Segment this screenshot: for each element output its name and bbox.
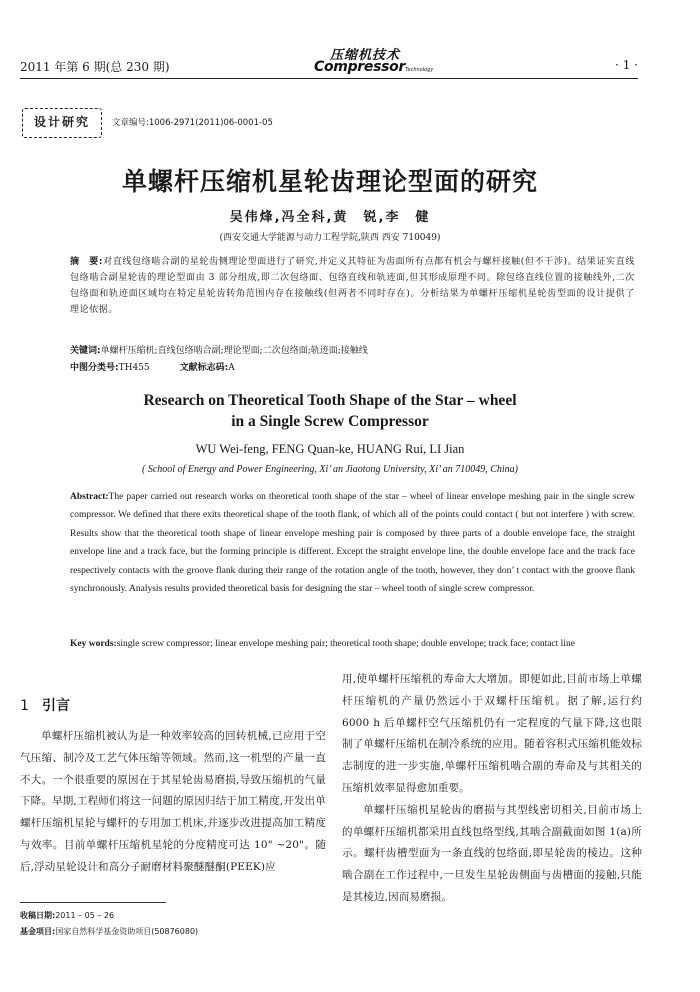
header-divider [20, 78, 638, 79]
body-column-left [20, 694, 326, 879]
clc-label: 中图分类号: [70, 363, 119, 373]
fund-label: 基金项目: [20, 927, 56, 936]
logo-cn: 压缩机技术 [330, 48, 401, 63]
keywords-en-text: single screw compressor; linear envelope meshing pair; theoretical tooth shape; double envelope; track face; contact line [116, 639, 575, 649]
affiliation-english: ( School of Energy and Power Engineering, Xi’ an Jiaotong University, Xi’ an 710049, China) [142, 464, 518, 475]
doc-code-value: A [228, 363, 235, 373]
intro-paragraph-1-cont: 用,使单螺杆压缩机的寿命大大增加。即便如此,目前市场上单螺杆压缩机的产量仍然远小于双螺杆压缩机。据了解,运行约 6000 h 后单螺杆空气压缩机仍有一定程度的气量下降,这也限制了单螺杆压缩机在制冷系统的应用。随着容积式压缩机能效标志制度的进一步实施,单螺杆压缩机啮合副的寿命及与其相关的压缩机效率显得愈加重要。 [342, 673, 642, 794]
article-number: 文章编号:1006-2971(2011)06-0001-05 [112, 118, 273, 128]
logo-en-main: Compressor [314, 59, 406, 75]
title-en-line-2: in a Single Screw Compressor [231, 413, 429, 430]
classification-line [70, 360, 235, 376]
journal-issue: 2011 年第 6 期(总 230 期) [20, 60, 170, 74]
abstract-en-label: Abstract: [70, 492, 109, 502]
footnote-fund [20, 926, 198, 937]
authors-english: WU Wei-feng, FENG Quan-ke, HUANG Rui, LI Jian [195, 442, 465, 456]
keywords-en-label: Key words: [70, 639, 117, 649]
keywords-english [70, 635, 635, 653]
intro-paragraph-1: 单螺杆压缩机被认为是一种效率较高的回转机械,已应用于空气压缩、制冷及工艺气体压缩等领域。然而,这一机型的产量一直不大。一个很重要的原因在于其星轮齿易磨损,导致压缩机的气量下降。早期,工程师们将这一问题的原因归结于加工精度,开发出单螺杆压缩机星轮与螺杆的专用加工机床,并逐步改进提高加工精度与效率。目前单螺杆压缩机星轮的分度精度可达 10" ~20"。随后,浮动星轮设计和高分子耐磨材料聚醚醚酮(PEEK)应 [20, 730, 326, 873]
affiliation-chinese: (西安交通大学能源与动力工程学院,陕西 西安 710049) [219, 233, 441, 243]
doc-code-label: 文献标志码: [179, 363, 229, 373]
abstract-en-text: The paper carried out research works on theoretical tooth shape of the star – wheel of linear envelope meshing pair in the single screw compressor. We defined that there exits theoretical shape of the tooth flank, of which all of the points could contact ( but not interfere ) with screw. Results show that the theoretical tooth shape of linear envelope meshing pair is composed by three parts of a double envelope face, the straight envelope line and a track face, but the forming principle is different. Except the straight envelope line, the double envelope face and the track face respectively contacts with the groove flank during their range of the rotation angle of the tooth, however, they don’ t contact with the groove flank synchronously. Analysis results provided theoretical basis for designing the star – wheel tooth of single screw compressor. [70, 492, 635, 595]
abstract-cn-text: 对直线包络啮合副的星轮齿侧理论型面进行了研究,并定义其特征为齿面所有点都有机会与螺杆接触(但不干涉)。结果证实直线包络啮合副星轮齿的理论型面由 3 部分组成,即二次包络面、包络直线和轨迹面,但其形成原理不同。除包络直线位置的接触线外,二次包络面和轨迹面区域均在特定星轮齿转角范围内存在接触线(但两者不同时存在)。分析结果为单螺杆压缩机星轮齿型面的设计提供了理论依据。 [70, 257, 636, 315]
journal-logo [314, 44, 434, 78]
received-date: 2011 – 05 – 26 [55, 911, 115, 920]
title-en-line-1: Research on Theoretical Tooth Shape of the Star – wheel [143, 392, 517, 409]
section-title: 引言 [42, 698, 70, 714]
section-tag: 设计研究 [22, 108, 102, 138]
fund-text: 国家自然科学基金资助项目(50876080) [55, 927, 199, 936]
keywords-chinese [70, 343, 635, 359]
title-chinese: 单螺杆压缩机星轮齿理论型面的研究 [121, 167, 538, 196]
received-label: 收稿日期: [20, 911, 56, 920]
authors-chinese: 吴伟烽,冯全科,黄 锐,李 健 [229, 210, 431, 225]
logo-en [314, 59, 433, 75]
logo-en-small: Technology [405, 67, 434, 73]
body-column-right [342, 669, 642, 909]
footnote-divider [20, 902, 166, 903]
intro-paragraph-2: 单螺杆压缩机星轮齿的磨损与其型线密切相关,目前市场上的单螺杆压缩机都采用直线包络型线,其啮合副截面如图 1(a)所示。螺杆齿槽型面为一条直线的包络面,即星轮齿的棱边。这种啮合副在工作过程中,一旦发生星轮齿侧面与齿槽面的接触,只能是其棱边,因而易磨损。 [342, 803, 642, 903]
title-english [0, 390, 660, 432]
footnote-received [20, 910, 114, 921]
abstract-chinese [70, 254, 635, 318]
section-heading [20, 694, 326, 726]
keywords-cn-text: 单螺杆压缩机;直线包络啮合副;理论型面;二次包络面;轨迹面;接触线 [100, 346, 368, 356]
keywords-cn-label: 关键词: [70, 346, 101, 356]
section-number: 1 [20, 698, 29, 714]
clc-value: TH455 [118, 363, 150, 373]
abstract-cn-label: 摘 要: [70, 257, 104, 267]
abstract-english [70, 488, 635, 598]
page-number: · 1 · [615, 58, 638, 72]
